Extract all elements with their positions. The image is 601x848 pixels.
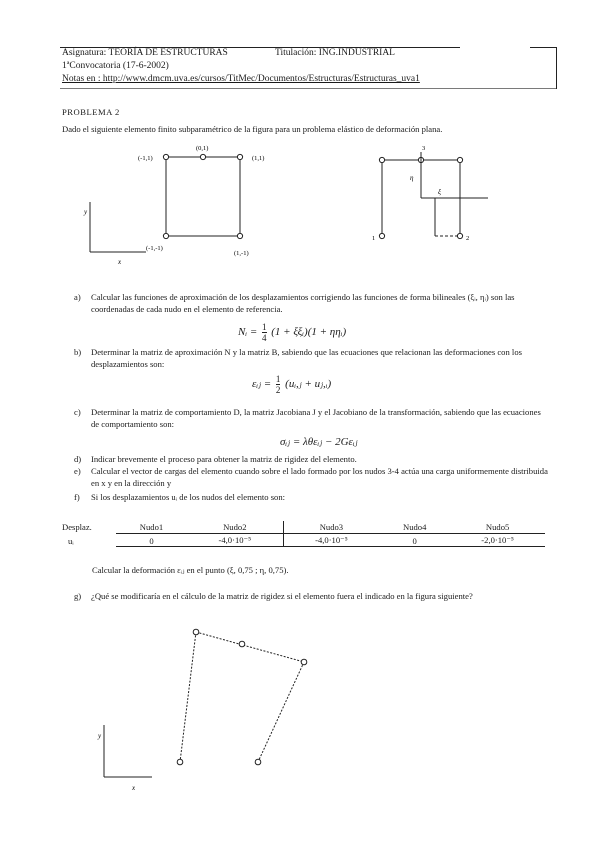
fig3-right-edge: [258, 662, 304, 762]
value-nudo2: -4,0·10⁻⁵: [187, 534, 283, 547]
item-b-text: Determinar la matriz de aproximación N y la matriz B, sabiendo que las ecuaciones que relacionan las deformaciones con los desplazamientos son:: [91, 347, 522, 369]
eq-a-den: 4: [262, 333, 267, 343]
fig2-node-1-label: 1: [372, 235, 376, 242]
item-c: [74, 407, 552, 433]
item-b: [74, 347, 552, 373]
header-titulacion: Titulación: ING.INDUSTRIAL: [275, 48, 395, 58]
fig1-label-bl: (-1,-1): [146, 245, 163, 252]
problem-intro: Dado el siguiente elemento finito subparamétrico de la figura para un problema elástico de deformación plana.: [62, 124, 443, 134]
fig3-node-tm: [239, 641, 245, 647]
item-g-label: g): [74, 591, 82, 601]
fig3-axis-y-label: y: [98, 732, 102, 740]
value-nudo3: -4,0·10⁻⁵: [283, 534, 379, 547]
equation-shape-function: [238, 322, 346, 343]
fig2-node-tl: [379, 157, 384, 162]
item-e: [74, 466, 552, 490]
fig3-left-edge: [180, 632, 196, 762]
item-f-after: Calcular la deformación εᵢⱼ en el punto (ξ, 0,75 ; η, 0,75).: [92, 565, 289, 575]
header-notas[interactable]: Notas en : http://www.dmcm.uva.es/cursos/TitMec/Documentos/Estructuras/Estructuras_uva1: [62, 74, 420, 84]
fig1-axis-x-label: x: [118, 258, 122, 266]
fig3-node-tl: [193, 629, 199, 635]
fig1-label-tm: (0,1): [196, 145, 209, 152]
item-a-text: Calcular las funciones de aproximación de los desplazamientos corrigiendo las funciones de forma bilineales (ξᵢ, ηᵢ) son las coordenadas de cada nudo en el elemento de referencia.: [91, 292, 515, 314]
fig2-node-2-label: 2: [466, 235, 470, 242]
header-convocatoria: 1ªConvocatoria (17-6-2002): [62, 61, 169, 71]
displacement-table: [60, 521, 545, 547]
item-f-label: f): [74, 492, 80, 502]
figure-rect-element: [80, 140, 280, 268]
item-f: [74, 492, 552, 504]
fig1-axis-y-label: y: [84, 208, 88, 216]
eq-b-rhs: (uᵢ,ⱼ + uⱼ,ᵢ): [285, 378, 332, 391]
fig3-axis-x-label: x: [132, 784, 136, 792]
item-f-text: Si los desplazamientos uᵢ de los nudos del elemento son:: [91, 492, 286, 502]
item-a-label: a): [74, 292, 81, 302]
fig3-top-edge: [196, 632, 304, 662]
fig2-node-bl: [379, 233, 384, 238]
eq-a-rhs: (1 + ξξᵢ)(1 + ηηᵢ): [271, 326, 347, 339]
header-bottom-rule: [60, 88, 557, 89]
displacement-row-header: Desplaz.: [62, 521, 92, 532]
fig3-node-tr: [301, 659, 307, 665]
problem-title: PROBLEMA 2: [62, 107, 120, 117]
fig2-node-tr: [457, 157, 462, 162]
header-right-corner: [530, 47, 556, 48]
item-g: [74, 591, 552, 615]
col-nudo3: Nudo3: [283, 521, 379, 534]
item-d-text: Indicar brevemente el proceso para obtener la matriz de rigidez del elemento.: [91, 454, 357, 464]
fig1-label-tl: (-1,1): [138, 155, 153, 162]
equation-strain: [252, 374, 331, 395]
displacement-header-row: [60, 521, 545, 534]
fig1-node-br: [237, 233, 242, 238]
fig3-node-bl: [177, 759, 183, 765]
figure-distorted-element: [90, 620, 340, 795]
fig1-node-tm: [200, 154, 205, 159]
fig3-node-br: [255, 759, 261, 765]
eq-b-lhs: εᵢⱼ =: [252, 378, 272, 391]
fig1-node-tr: [237, 154, 242, 159]
equation-constitutive: σᵢⱼ = λθεᵢⱼ − 2Gεᵢⱼ: [280, 436, 358, 448]
item-d-label: d): [74, 454, 82, 464]
header-asignatura: Asignatura: TEORÍA DE ESTRUCTURAS: [62, 48, 228, 58]
col-nudo1: Nudo1: [116, 521, 187, 534]
eq-b-den: 2: [275, 385, 281, 395]
eq-a-num: 1: [262, 322, 267, 332]
item-c-label: c): [74, 407, 81, 417]
col-nudo5: Nudo5: [450, 521, 545, 534]
col-nudo4: Nudo4: [379, 521, 450, 534]
value-nudo4: 0: [379, 534, 450, 547]
item-d: [74, 454, 552, 466]
item-g-text: ¿Qué se modificaría en el cálculo de la matriz de rigidez si el elemento fuera el indicado en la figura siguiente?: [91, 591, 473, 601]
fig1-node-tl: [163, 154, 168, 159]
fig2-xi-label: ξ: [438, 188, 441, 196]
displacement-value-row: [60, 534, 545, 547]
header-top-rule: [60, 47, 460, 48]
item-c-text: Determinar la matriz de comportamiento D, la matriz Jacobiana J y el Jacobiano de la transformación, sabiendo que las ecuaciones de comportamiento son:: [91, 407, 541, 429]
header-right-vertical: [556, 47, 557, 89]
item-b-label: b): [74, 347, 82, 357]
eq-b-num: 1: [275, 374, 281, 384]
figure-node-element: [360, 140, 510, 255]
fig2-eta-label: η: [410, 174, 414, 182]
item-e-text: Calcular el vector de cargas del elemento cuando sobre el lado formado por los nudos 3-4 actúa una carga uniformemente distribuida en x y en la dirección y: [91, 466, 548, 488]
fig1-label-tr: (1,1): [252, 155, 265, 162]
value-nudo1: 0: [116, 534, 187, 547]
displacement-row-label: uᵢ: [68, 535, 74, 546]
fig2-node-3-label: 3: [422, 145, 426, 152]
value-nudo5: -2,0·10⁻⁵: [450, 534, 545, 547]
col-nudo2: Nudo2: [187, 521, 283, 534]
fig1-label-br: (1,-1): [234, 250, 249, 257]
item-e-label: e): [74, 466, 81, 476]
eq-a-lhs: Nᵢ =: [238, 326, 258, 339]
fig1-node-bl: [163, 233, 168, 238]
